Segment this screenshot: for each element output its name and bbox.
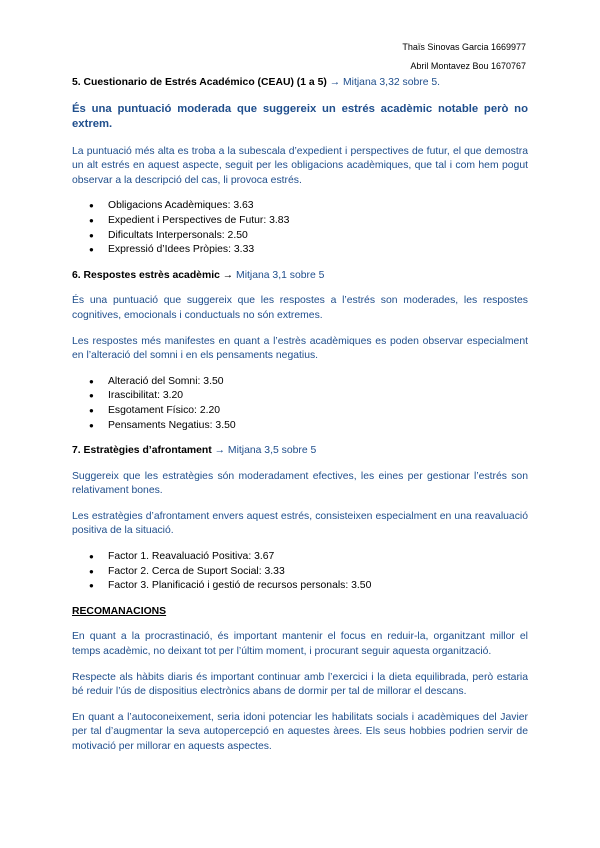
- list-item: ● Factor 3. Planificació i gestió de recursos personals: 3.50: [108, 579, 528, 594]
- list-item: ● Expressió d’Idees Pròpies: 3.33: [108, 243, 528, 258]
- recommendation-paragraph-3: En quant a l’autoconeixement, seria idoni potenciar les habilitats socials i acadèmiques del Javier per tal d’augmentar la seva autopercepció en aquestes àrees. Els seus hobbies podrien servir de motivació per millorar en aquests aspectes.: [72, 711, 528, 752]
- section-5-average: Mitjana 3,32 sobre 5.: [343, 77, 441, 88]
- section-6-paragraph-1: És una puntuació que suggereix que les respostes a l’estrés son moderades, les respostes cognitives, emocionals i conductuals no són extremes.: [72, 295, 528, 321]
- section-5-list: [72, 199, 528, 257]
- document-body: [72, 76, 528, 766]
- list-item: ● Esgotament Físico: 2.20: [108, 404, 528, 419]
- recommendation-paragraph-1: En quant a la procrastinació, és important mantenir el focus en reduir-la, organitzant millor el temps acadèmic, no deixant tot per l’últim moment, i procurant seguir aquesta organització.: [72, 631, 528, 658]
- section-6-paragraph-2: Les respostes més manifestes en quant a l’estrès acadèmiques es poden observar especialment en l’alteració del somni i en els pensaments negatius.: [72, 335, 528, 362]
- section-6-arrow: →: [222, 269, 234, 281]
- recommendation-paragraph-2: Respecte als hàbits diaris és important continuar amb l’exercici i la dieta equilibrada, però estaria bé reduir l’ús de dispositius electrònics abans de dormir per tal de millorar el descans.: [72, 671, 528, 698]
- section-7-list: [72, 550, 528, 594]
- list-item: ● Pensaments Negatius: 3.50: [108, 419, 528, 434]
- section-5-heading: [72, 76, 528, 91]
- authors-header: [402, 38, 526, 76]
- section-6-heading: [72, 269, 528, 284]
- section-5-title: 5. Cuestionario de Estrés Académico (CEAU) (1 a 5): [72, 77, 327, 88]
- section-7-paragraph-2: Les estratègies d’afrontament envers aquest estrés, consisteixen especialment en una reavaluació positiva de la situació.: [72, 510, 528, 537]
- section-7-paragraph-1: Suggereix que les estratègies són moderadament efectives, les eines per gestionar l’estrés son relativament bones.: [72, 470, 528, 497]
- list-item: ● Factor 2. Cerca de Suport Social: 3.33: [108, 565, 528, 580]
- section-7-arrow: →: [214, 445, 226, 457]
- section-5-paragraph: La puntuació més alta es troba a la subescala d’expedient i perspectives de futur, el que demostra un alt estrés en aquest aspecte, seguit per les obligacions acadèmiques, que tal i com hem pogut observar a la descripció del cas, li provoca estrés.: [72, 145, 528, 186]
- section-6-average: Mitjana 3,1 sobre 5: [236, 269, 325, 281]
- section-5-arrow: →: [329, 77, 341, 88]
- list-item: ● Irascibilitat: 3.20: [108, 389, 528, 404]
- author-2: Abril Montavez Bou 1670767: [410, 61, 526, 71]
- list-item: ● Factor 1. Reavaluació Positiva: 3.67: [108, 550, 528, 565]
- section-6-list: [72, 375, 528, 433]
- list-item: ● Dificultats Interpersonals: 2.50: [108, 229, 528, 244]
- section-6-title: 6. Respostes estrès acadèmic: [72, 269, 220, 281]
- list-item: ● Obligacions Acadèmiques: 3.63: [108, 199, 528, 214]
- section-7-title: 7. Estratègies d’afrontament: [72, 445, 212, 457]
- recommendations-heading: RECOMANACIONS: [72, 605, 167, 617]
- section-7-average: Mitjana 3,5 sobre 5: [227, 445, 317, 457]
- author-1: Thaïs Sinovas Garcia 1669977: [402, 42, 526, 52]
- list-item: ● Alteració del Somni: 3.50: [108, 375, 528, 390]
- section-7-heading: [72, 444, 528, 459]
- section-5-lead: És una puntuació moderada que suggereix un estrés acadèmic notable però no extrem.: [72, 102, 528, 131]
- list-item: ● Expedient i Perspectives de Futur: 3.83: [108, 214, 528, 229]
